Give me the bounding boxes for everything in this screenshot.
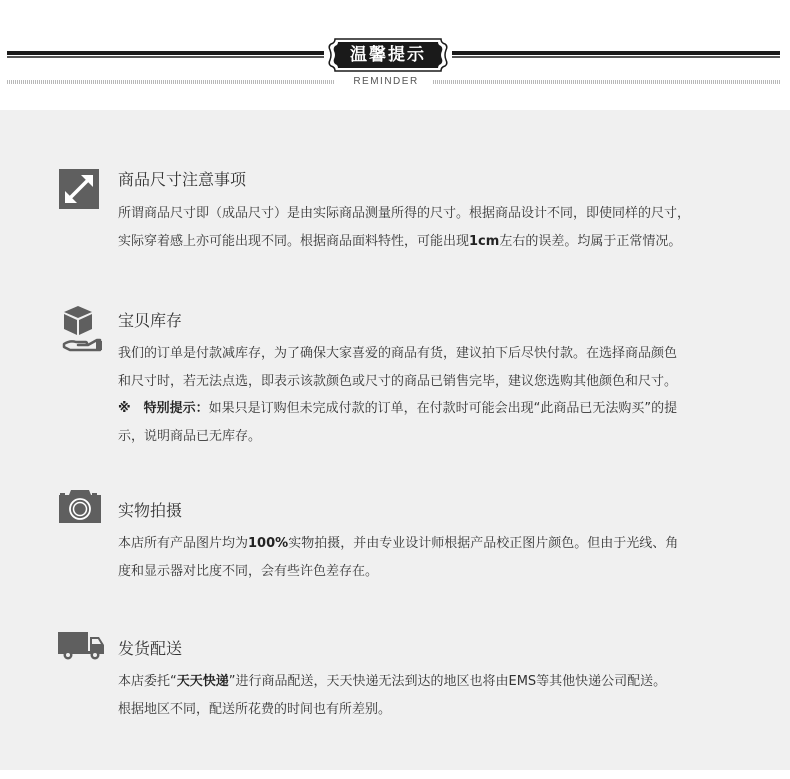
section-body [118,200,758,255]
section-body [118,530,758,585]
percentage-highlight: 100% [248,536,289,551]
reminder-badge [327,38,449,72]
reference-mark: ※ [118,401,144,416]
courier-name-highlight: 天天快递 [176,674,229,689]
section-title: 发货配送 [118,639,183,658]
body-line: 实际穿着感上亦可能出现不同。根据商品面料特性，可能出现1cm左右的误差。均属于正常情况。 [118,233,682,249]
reminder-title: 温馨提示 [350,45,426,65]
box-in-hand-icon [62,304,104,356]
section-body [118,668,758,723]
header-wavy-right [433,80,781,84]
section-title: 宝贝库存 [118,311,183,330]
body-line: 和尺寸时，若无法点选，即表示该款颜色或尺寸的商品已销售完毕，建议您选购其他颜色和尺寸。 [118,373,678,389]
body-line: 本店委托“天天快递”进行商品配送，天天快递无法到达的地区也将由EMS等其他快递公司配送。 [118,674,667,689]
camera-icon [58,489,102,529]
body-line: 示，说明商品已无库存。 [118,428,262,444]
body-line: ※ 特别提示：如果只是订购但未完成付款的订单，在付款时可能会出现“此商品已无法购买”的提 [118,401,678,416]
header-line-right [452,51,780,58]
body-line: 所谓商品尺寸即（成品尺寸）是由实际商品测量所得的尺寸。根据商品设计不同，即使同样的尺寸， [118,206,691,221]
header-line-left [7,51,324,58]
section-title: 实物拍摄 [118,501,183,520]
reminder-header [0,0,790,110]
body-line: 根据地区不同，配送所花费的时间也有所差别。 [118,701,392,717]
body-line: 度和显示器对比度不同，会有些许色差存在。 [118,563,379,579]
reminder-subtitle: REMINDER [353,76,419,87]
resize-arrows-icon [58,168,100,214]
section-body [118,340,758,450]
section-title: 商品尺寸注意事项 [118,170,247,189]
body-line: 我们的订单是付款减库存，为了确保大家喜爱的商品有货，建议拍下后尽快付款。在选择商品颜色 [118,346,678,361]
measurement-highlight: 1cm [469,233,500,249]
body-line: 本店所有产品图片均为100%实物拍摄，并由专业设计师根据产品校正图片颜色。但由于光线、角 [118,536,679,551]
truck-icon [57,631,105,665]
special-notice-label: 特别提示： [143,401,209,416]
header-wavy-left [7,80,335,84]
